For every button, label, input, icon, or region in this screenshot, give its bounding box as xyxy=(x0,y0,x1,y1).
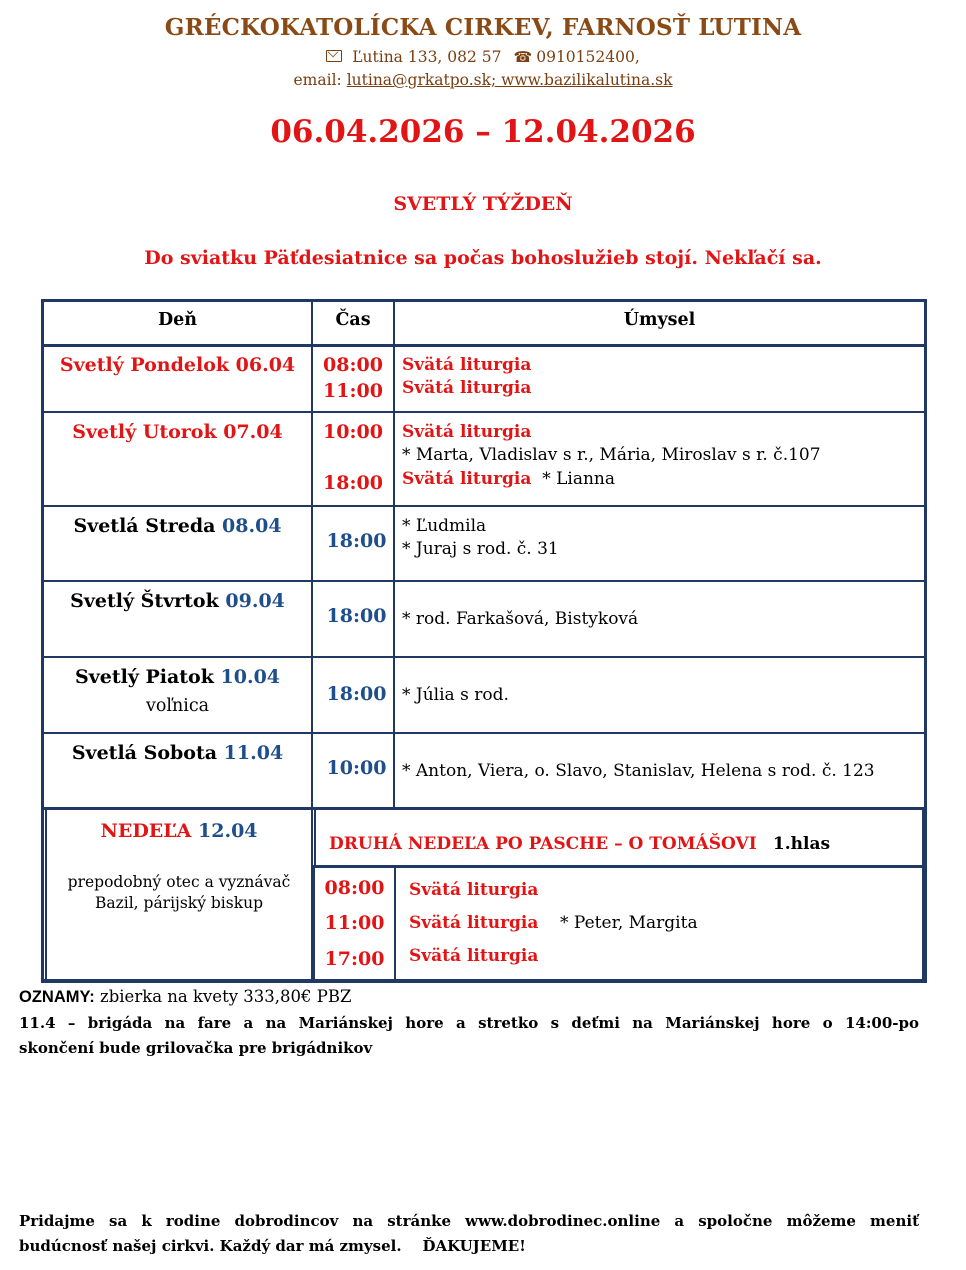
service: Svätá liturgia xyxy=(402,422,532,442)
service: Svätá liturgia xyxy=(402,355,532,375)
contact-line xyxy=(0,48,966,66)
time: 08:00 xyxy=(324,877,385,899)
service-line xyxy=(409,913,698,933)
day-name: Svetlá Streda xyxy=(73,515,216,537)
intention: * Júlia s rod. xyxy=(402,685,509,705)
feast-title xyxy=(329,834,830,854)
thanks: ĎAKUJEME! xyxy=(422,1237,526,1255)
phone: 0910152400, xyxy=(536,48,640,66)
day-label xyxy=(44,590,311,612)
intention: * Lianna xyxy=(542,469,616,489)
day-note: voľnica xyxy=(145,696,210,716)
day-label xyxy=(44,666,311,688)
day-label xyxy=(47,820,311,842)
col-header-time: Čas xyxy=(335,310,371,330)
time: 18:00 xyxy=(323,472,383,494)
day-name: NEDEĽA xyxy=(100,820,192,842)
day-name: Svetlý Štvrtok xyxy=(70,590,219,612)
intention: * Juraj s rod. č. 31 xyxy=(402,539,559,559)
intention: * Peter, Margita xyxy=(560,913,698,933)
intention: * Anton, Viera, o. Slavo, Stanislav, Helena s rod. č. 123 xyxy=(402,761,875,781)
email-label: email: xyxy=(293,71,342,89)
time: 18:00 xyxy=(326,605,387,627)
feast: DRUHÁ NEDEĽA PO PASCHE – O TOMÁŠOVI xyxy=(329,834,757,854)
time: 08:00 xyxy=(323,354,383,376)
time: 18:00 xyxy=(326,530,387,552)
announcements-label: OZNAMY: xyxy=(19,988,95,1006)
notice: Do sviatku Päťdesiatnice sa počas bohoslužieb stojí. Nekľačí sa. xyxy=(144,247,822,269)
day-date: 10.04 xyxy=(220,666,281,688)
day-name: Svetlá Sobota xyxy=(71,742,218,764)
envelope-icon xyxy=(326,50,342,62)
service: Svätá liturgia xyxy=(402,469,532,489)
saint-line: Bazil, párijský biskup xyxy=(94,894,264,912)
email-links[interactable]: lutina@grkatpo.sk; www.bazilikalutina.sk xyxy=(346,71,673,89)
day-date: 12.04 xyxy=(198,820,258,842)
time: 11:00 xyxy=(324,912,385,934)
intention: * Ľudmila xyxy=(402,516,487,536)
footer-line-1: Pridajme sa k rodine dobrodincov na stránke www.dobrodinec.online a spoločne môžeme meniť xyxy=(19,1212,919,1230)
intention: * rod. Farkašová, Bistyková xyxy=(402,609,639,629)
footer-text: budúcnosť našej cirkvi. Každý dar má zmysel. xyxy=(19,1237,402,1255)
parish-title: GRÉCKOKATOLÍCKA CIRKEV, FARNOSŤ ĽUTINA xyxy=(164,14,802,41)
week-title: SVETLÝ TÝŽDEŇ xyxy=(393,193,573,215)
service: Svätá liturgia xyxy=(409,946,539,966)
day-label xyxy=(44,742,311,764)
day-date: 09.04 xyxy=(225,590,285,612)
saint-line: prepodobný otec a vyznávač xyxy=(67,873,291,891)
time: 10:00 xyxy=(326,757,387,779)
day-label: Svetlý Pondelok 06.04 xyxy=(59,354,296,376)
day-label xyxy=(44,515,311,537)
announcement-2a: 11.4 – brigáda na fare a na Mariánskej hore a stretko s deťmi na Mariánskej hore o 14:00-po xyxy=(19,1014,919,1032)
intention-line xyxy=(402,469,615,489)
day-label: Svetlý Utorok 07.04 xyxy=(72,421,283,443)
footer-line-2 xyxy=(19,1237,526,1255)
service: Svätá liturgia xyxy=(402,378,532,398)
phone-icon: ☎ xyxy=(513,48,533,66)
col-header-day: Deň xyxy=(157,310,198,330)
announcement-2b: skončení bude grilovačka pre brigádnikov xyxy=(19,1039,373,1057)
day-date: 08.04 xyxy=(222,515,282,537)
date-range: 06.04.2026 – 12.04.2026 xyxy=(270,114,696,150)
col-header-intention: Úmysel xyxy=(623,310,696,330)
address: Ľutina 133, 082 57 xyxy=(352,48,502,66)
day-date: 11.04 xyxy=(223,742,284,764)
time: 10:00 xyxy=(323,421,383,443)
intention: * Marta, Vladislav s r., Mária, Miroslav s r. č.107 xyxy=(402,445,821,465)
day-name: Svetlý Piatok xyxy=(74,666,214,688)
announcement-line xyxy=(19,987,351,1007)
email-line xyxy=(0,71,966,89)
time: 17:00 xyxy=(324,948,385,970)
service: Svätá liturgia xyxy=(409,880,539,900)
service: Svätá liturgia xyxy=(409,913,539,933)
time: 11:00 xyxy=(323,380,383,402)
announcement-1: zbierka na kvety 333,80€ PBZ xyxy=(100,987,352,1006)
time: 18:00 xyxy=(326,683,387,705)
tone: 1.hlas xyxy=(772,834,831,854)
